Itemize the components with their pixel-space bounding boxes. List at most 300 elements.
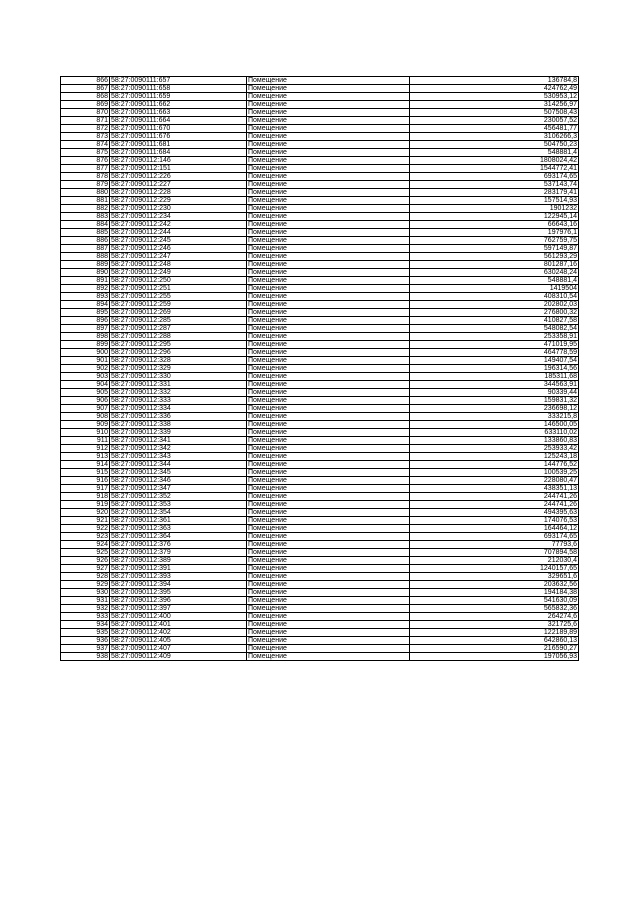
row-number-cell: 905 — [61, 389, 110, 397]
object-type-cell: Помещение — [247, 221, 410, 229]
row-number-cell: 872 — [61, 125, 110, 133]
object-type-cell: Помещение — [247, 557, 410, 565]
row-number-cell: 896 — [61, 317, 110, 325]
cadastral-number-cell: 58:27:0090111:663 — [110, 109, 247, 117]
cadastral-number-cell: 58:27:0090112:407 — [110, 645, 247, 653]
row-number-cell: 911 — [61, 437, 110, 445]
cadastral-number-cell: 58:27:0090112:342 — [110, 445, 247, 453]
cadastral-value-cell: 125243,18 — [410, 453, 579, 461]
cadastral-value-cell: 471019,95 — [410, 341, 579, 349]
cadastral-value-cell: 244741,26 — [410, 501, 579, 509]
object-type-cell: Помещение — [247, 245, 410, 253]
cadastral-number-cell: 58:27:0090112:285 — [110, 317, 247, 325]
cadastral-value-cell: 244741,26 — [410, 493, 579, 501]
object-type-cell: Помещение — [247, 149, 410, 157]
object-type-cell: Помещение — [247, 565, 410, 573]
cadastral-value-cell: 408310,54 — [410, 293, 579, 301]
object-type-cell: Помещение — [247, 205, 410, 213]
table-row — [61, 405, 579, 413]
row-number-cell: 892 — [61, 285, 110, 293]
row-number-cell: 928 — [61, 573, 110, 581]
object-type-cell: Помещение — [247, 653, 410, 661]
cadastral-number-cell: 58:27:0090112:228 — [110, 189, 247, 197]
row-number-cell: 878 — [61, 173, 110, 181]
cadastral-number-cell: 58:27:0090112:229 — [110, 197, 247, 205]
object-type-cell: Помещение — [247, 493, 410, 501]
cadastral-value-cell: 762759,75 — [410, 237, 579, 245]
table-row — [61, 581, 579, 589]
cadastral-number-cell: 58:27:0090112:394 — [110, 581, 247, 589]
object-type-cell: Помещение — [247, 621, 410, 629]
cadastral-number-cell: 58:27:0090112:288 — [110, 333, 247, 341]
cadastral-value-cell: 136784,8 — [410, 77, 579, 85]
row-number-cell: 925 — [61, 549, 110, 557]
cadastral-number-cell: 58:27:0090112:242 — [110, 221, 247, 229]
cadastral-number-cell: 58:27:0090112:353 — [110, 501, 247, 509]
cadastral-number-cell: 58:27:0090112:328 — [110, 357, 247, 365]
table-row — [61, 117, 579, 125]
table-row — [61, 477, 579, 485]
object-type-cell: Помещение — [247, 525, 410, 533]
cadastral-number-cell: 58:27:0090112:346 — [110, 477, 247, 485]
row-number-cell: 897 — [61, 325, 110, 333]
cadastral-number-cell: 58:27:0090112:391 — [110, 565, 247, 573]
table-row — [61, 229, 579, 237]
row-number-cell: 870 — [61, 109, 110, 117]
object-type-cell: Помещение — [247, 605, 410, 613]
table-row — [61, 237, 579, 245]
cadastral-value-cell: 66643,16 — [410, 221, 579, 229]
cadastral-value-cell: 149407,54 — [410, 357, 579, 365]
row-number-cell: 918 — [61, 493, 110, 501]
cadastral-number-cell: 58:27:0090111:670 — [110, 125, 247, 133]
cadastral-value-cell: 146500,05 — [410, 421, 579, 429]
object-type-cell: Помещение — [247, 453, 410, 461]
object-type-cell: Помещение — [247, 365, 410, 373]
table-row — [61, 533, 579, 541]
row-number-cell: 933 — [61, 613, 110, 621]
cadastral-number-cell: 58:27:0090112:230 — [110, 205, 247, 213]
cadastral-value-cell: 633110,02 — [410, 429, 579, 437]
cadastral-value-cell: 504750,23 — [410, 141, 579, 149]
cadastral-number-cell: 58:27:0090112:336 — [110, 413, 247, 421]
row-number-cell: 914 — [61, 461, 110, 469]
object-type-cell: Помещение — [247, 213, 410, 221]
cadastral-value-cell: 642860,13 — [410, 637, 579, 645]
cadastral-value-cell: 197976,1 — [410, 229, 579, 237]
cadastral-number-cell: 58:27:0090112:345 — [110, 469, 247, 477]
row-number-cell: 908 — [61, 413, 110, 421]
table-row — [61, 173, 579, 181]
object-type-cell: Помещение — [247, 269, 410, 277]
table-row — [61, 245, 579, 253]
object-type-cell: Помещение — [247, 349, 410, 357]
cadastral-value-cell: 548881,4 — [410, 149, 579, 157]
row-number-cell: 907 — [61, 405, 110, 413]
cadastral-value-cell: 276800,32 — [410, 309, 579, 317]
table-row — [61, 389, 579, 397]
row-number-cell: 915 — [61, 469, 110, 477]
object-type-cell: Помещение — [247, 645, 410, 653]
cadastral-number-cell: 58:27:0090112:379 — [110, 549, 247, 557]
row-number-cell: 931 — [61, 597, 110, 605]
cadastral-number-cell: 58:27:0090112:334 — [110, 405, 247, 413]
object-type-cell: Помещение — [247, 189, 410, 197]
cadastral-value-cell: 548881,4 — [410, 277, 579, 285]
property-table-body — [61, 77, 579, 661]
object-type-cell: Помещение — [247, 469, 410, 477]
cadastral-value-cell: 197056,93 — [410, 653, 579, 661]
row-number-cell: 866 — [61, 77, 110, 85]
object-type-cell: Помещение — [247, 261, 410, 269]
cadastral-value-cell: 693174,65 — [410, 533, 579, 541]
table-row — [61, 205, 579, 213]
cadastral-value-cell: 424762,49 — [410, 85, 579, 93]
cadastral-number-cell: 58:27:0090112:352 — [110, 493, 247, 501]
object-type-cell: Помещение — [247, 581, 410, 589]
cadastral-value-cell: 630248,24 — [410, 269, 579, 277]
object-type-cell: Помещение — [247, 101, 410, 109]
cadastral-number-cell: 58:27:0090112:255 — [110, 293, 247, 301]
row-number-cell: 906 — [61, 397, 110, 405]
table-row — [61, 149, 579, 157]
object-type-cell: Помещение — [247, 173, 410, 181]
table-row — [61, 221, 579, 229]
table-row — [61, 381, 579, 389]
cadastral-value-cell: 707894,58 — [410, 549, 579, 557]
cadastral-value-cell: 530953,12 — [410, 93, 579, 101]
table-row — [61, 413, 579, 421]
cadastral-number-cell: 58:27:0090112:244 — [110, 229, 247, 237]
cadastral-number-cell: 58:27:0090112:395 — [110, 589, 247, 597]
table-row — [61, 341, 579, 349]
row-number-cell: 922 — [61, 525, 110, 533]
cadastral-number-cell: 58:27:0090112:396 — [110, 597, 247, 605]
table-row — [61, 77, 579, 85]
row-number-cell: 937 — [61, 645, 110, 653]
row-number-cell: 886 — [61, 237, 110, 245]
cadastral-number-cell: 58:27:0090112:246 — [110, 245, 247, 253]
object-type-cell: Помещение — [247, 277, 410, 285]
object-type-cell: Помещение — [247, 181, 410, 189]
row-number-cell: 920 — [61, 509, 110, 517]
row-number-cell: 936 — [61, 637, 110, 645]
cadastral-number-cell: 58:27:0090111:664 — [110, 117, 247, 125]
cadastral-value-cell: 133860,83 — [410, 437, 579, 445]
row-number-cell: 913 — [61, 453, 110, 461]
cadastral-number-cell: 58:27:0090112:376 — [110, 541, 247, 549]
object-type-cell: Помещение — [247, 133, 410, 141]
cadastral-value-cell: 801287,16 — [410, 261, 579, 269]
cadastral-value-cell: 122945,14 — [410, 213, 579, 221]
cadastral-number-cell: 58:27:0090112:344 — [110, 461, 247, 469]
object-type-cell: Помещение — [247, 405, 410, 413]
row-number-cell: 888 — [61, 253, 110, 261]
cadastral-value-cell: 212030,4 — [410, 557, 579, 565]
cadastral-value-cell: 194184,38 — [410, 589, 579, 597]
table-row — [61, 157, 579, 165]
object-type-cell: Помещение — [247, 293, 410, 301]
cadastral-number-cell: 58:27:0090112:389 — [110, 557, 247, 565]
cadastral-number-cell: 58:27:0090112:393 — [110, 573, 247, 581]
table-row — [61, 573, 579, 581]
row-number-cell: 924 — [61, 541, 110, 549]
cadastral-value-cell: 157514,93 — [410, 197, 579, 205]
table-row — [61, 165, 579, 173]
table-row — [61, 557, 579, 565]
cadastral-number-cell: 58:27:0090112:341 — [110, 437, 247, 445]
row-number-cell: 898 — [61, 333, 110, 341]
cadastral-value-cell: 541630,09 — [410, 597, 579, 605]
cadastral-number-cell: 58:27:0090112:338 — [110, 421, 247, 429]
table-row — [61, 357, 579, 365]
row-number-cell: 895 — [61, 309, 110, 317]
object-type-cell: Помещение — [247, 429, 410, 437]
cadastral-number-cell: 58:27:0090112:361 — [110, 517, 247, 525]
cadastral-value-cell: 230057,52 — [410, 117, 579, 125]
table-row — [61, 197, 579, 205]
table-row — [61, 253, 579, 261]
row-number-cell: 876 — [61, 157, 110, 165]
object-type-cell: Помещение — [247, 461, 410, 469]
object-type-cell: Помещение — [247, 229, 410, 237]
table-row — [61, 517, 579, 525]
row-number-cell: 879 — [61, 181, 110, 189]
row-number-cell: 887 — [61, 245, 110, 253]
object-type-cell: Помещение — [247, 541, 410, 549]
cadastral-number-cell: 58:27:0090112:250 — [110, 277, 247, 285]
object-type-cell: Помещение — [247, 509, 410, 517]
row-number-cell: 877 — [61, 165, 110, 173]
cadastral-number-cell: 58:27:0090112:329 — [110, 365, 247, 373]
object-type-cell: Помещение — [247, 237, 410, 245]
table-row — [61, 301, 579, 309]
cadastral-value-cell: 693174,65 — [410, 173, 579, 181]
cadastral-number-cell: 58:27:0090112:245 — [110, 237, 247, 245]
cadastral-number-cell: 58:27:0090112:363 — [110, 525, 247, 533]
object-type-cell: Помещение — [247, 333, 410, 341]
object-type-cell: Помещение — [247, 629, 410, 637]
table-row — [61, 637, 579, 645]
table-row — [61, 589, 579, 597]
cadastral-number-cell: 58:27:0090112:248 — [110, 261, 247, 269]
row-number-cell: 885 — [61, 229, 110, 237]
row-number-cell: 884 — [61, 221, 110, 229]
cadastral-number-cell: 58:27:0090112:409 — [110, 653, 247, 661]
row-number-cell: 934 — [61, 621, 110, 629]
cadastral-number-cell: 58:27:0090112:364 — [110, 533, 247, 541]
cadastral-value-cell: 597149,87 — [410, 245, 579, 253]
table-row — [61, 333, 579, 341]
table-row — [61, 85, 579, 93]
table-row — [61, 493, 579, 501]
cadastral-value-cell: 456481,77 — [410, 125, 579, 133]
row-number-cell: 889 — [61, 261, 110, 269]
table-row — [61, 461, 579, 469]
table-row — [61, 141, 579, 149]
cadastral-number-cell: 58:27:0090112:397 — [110, 605, 247, 613]
object-type-cell: Помещение — [247, 285, 410, 293]
row-number-cell: 930 — [61, 589, 110, 597]
cadastral-value-cell: 203632,56 — [410, 581, 579, 589]
row-number-cell: 938 — [61, 653, 110, 661]
row-number-cell: 875 — [61, 149, 110, 157]
table-row — [61, 325, 579, 333]
table-row — [61, 453, 579, 461]
cadastral-number-cell: 58:27:0090112:330 — [110, 373, 247, 381]
table-row — [61, 565, 579, 573]
table-row — [61, 349, 579, 357]
cadastral-value-cell: 1808024,42 — [410, 157, 579, 165]
cadastral-value-cell: 174076,53 — [410, 517, 579, 525]
row-number-cell: 917 — [61, 485, 110, 493]
object-type-cell: Помещение — [247, 77, 410, 85]
row-number-cell: 868 — [61, 93, 110, 101]
cadastral-number-cell: 58:27:0090112:354 — [110, 509, 247, 517]
cadastral-value-cell: 77793,6 — [410, 541, 579, 549]
row-number-cell: 883 — [61, 213, 110, 221]
cadastral-number-cell: 58:27:0090112:333 — [110, 397, 247, 405]
cadastral-value-cell: 314256,97 — [410, 101, 579, 109]
table-row — [61, 365, 579, 373]
table-row — [61, 653, 579, 661]
cadastral-number-cell: 58:27:0090112:339 — [110, 429, 247, 437]
table-row — [61, 189, 579, 197]
object-type-cell: Помещение — [247, 421, 410, 429]
table-row — [61, 421, 579, 429]
table-row — [61, 213, 579, 221]
cadastral-value-cell: 344563,91 — [410, 381, 579, 389]
row-number-cell: 900 — [61, 349, 110, 357]
table-row — [61, 269, 579, 277]
cadastral-number-cell: 58:27:0090112:331 — [110, 381, 247, 389]
cadastral-value-cell: 283179,41 — [410, 189, 579, 197]
table-row — [61, 93, 579, 101]
cadastral-value-cell: 410827,58 — [410, 317, 579, 325]
object-type-cell: Помещение — [247, 309, 410, 317]
cadastral-value-cell: 253933,42 — [410, 445, 579, 453]
object-type-cell: Помещение — [247, 437, 410, 445]
object-type-cell: Помещение — [247, 85, 410, 93]
cadastral-number-cell: 58:27:0090112:401 — [110, 621, 247, 629]
cadastral-value-cell: 464778,59 — [410, 349, 579, 357]
cadastral-number-cell: 58:27:0090111:657 — [110, 77, 247, 85]
row-number-cell: 873 — [61, 133, 110, 141]
table-row — [61, 525, 579, 533]
row-number-cell: 904 — [61, 381, 110, 389]
cadastral-value-cell: 1544772,41 — [410, 165, 579, 173]
cadastral-number-cell: 58:27:0090112:332 — [110, 389, 247, 397]
row-number-cell: 902 — [61, 365, 110, 373]
table-row — [61, 309, 579, 317]
table-row — [61, 469, 579, 477]
table-row — [61, 485, 579, 493]
table-row — [61, 501, 579, 509]
row-number-cell: 932 — [61, 605, 110, 613]
object-type-cell: Помещение — [247, 589, 410, 597]
cadastral-value-cell: 561293,29 — [410, 253, 579, 261]
table-row — [61, 621, 579, 629]
cadastral-value-cell: 216590,27 — [410, 645, 579, 653]
cadastral-number-cell: 58:27:0090112:405 — [110, 637, 247, 645]
cadastral-number-cell: 58:27:0090112:234 — [110, 213, 247, 221]
cadastral-value-cell: 1901232 — [410, 205, 579, 213]
object-type-cell: Помещение — [247, 445, 410, 453]
cadastral-value-cell: 253358,91 — [410, 333, 579, 341]
cadastral-value-cell: 507508,43 — [410, 109, 579, 117]
row-number-cell: 891 — [61, 277, 110, 285]
row-number-cell: 874 — [61, 141, 110, 149]
object-type-cell: Помещение — [247, 381, 410, 389]
row-number-cell: 909 — [61, 421, 110, 429]
cadastral-number-cell: 58:27:0090112:259 — [110, 301, 247, 309]
table-row — [61, 613, 579, 621]
table-row — [61, 397, 579, 405]
row-number-cell: 935 — [61, 629, 110, 637]
row-number-cell: 893 — [61, 293, 110, 301]
row-number-cell: 871 — [61, 117, 110, 125]
row-number-cell: 894 — [61, 301, 110, 309]
cadastral-number-cell: 58:27:0090112:400 — [110, 613, 247, 621]
cadastral-number-cell: 58:27:0090112:269 — [110, 309, 247, 317]
row-number-cell: 923 — [61, 533, 110, 541]
cadastral-value-cell: 321725,6 — [410, 621, 579, 629]
table-row — [61, 133, 579, 141]
object-type-cell: Помещение — [247, 125, 410, 133]
table-row — [61, 181, 579, 189]
cadastral-value-cell: 196314,56 — [410, 365, 579, 373]
object-type-cell: Помещение — [247, 197, 410, 205]
row-number-cell: 929 — [61, 581, 110, 589]
object-type-cell: Помещение — [247, 157, 410, 165]
table-row — [61, 125, 579, 133]
cadastral-number-cell: 58:27:0090112:227 — [110, 181, 247, 189]
object-type-cell: Помещение — [247, 485, 410, 493]
table-row — [61, 549, 579, 557]
object-type-cell: Помещение — [247, 613, 410, 621]
table-row — [61, 285, 579, 293]
row-number-cell: 921 — [61, 517, 110, 525]
cadastral-value-cell: 264274,6 — [410, 613, 579, 621]
object-type-cell: Помещение — [247, 165, 410, 173]
cadastral-number-cell: 58:27:0090112:247 — [110, 253, 247, 261]
cadastral-value-cell: 565832,36 — [410, 605, 579, 613]
cadastral-value-cell: 438351,13 — [410, 485, 579, 493]
object-type-cell: Помещение — [247, 389, 410, 397]
object-type-cell: Помещение — [247, 117, 410, 125]
table-row — [61, 629, 579, 637]
table-row — [61, 437, 579, 445]
cadastral-number-cell: 58:27:0090112:295 — [110, 341, 247, 349]
object-type-cell: Помещение — [247, 357, 410, 365]
object-type-cell: Помещение — [247, 301, 410, 309]
row-number-cell: 927 — [61, 565, 110, 573]
row-number-cell: 867 — [61, 85, 110, 93]
object-type-cell: Помещение — [247, 325, 410, 333]
cadastral-value-cell: 3106266,3 — [410, 133, 579, 141]
cadastral-value-cell: 494395,63 — [410, 509, 579, 517]
row-number-cell: 882 — [61, 205, 110, 213]
row-number-cell: 899 — [61, 341, 110, 349]
cadastral-value-cell: 1419504 — [410, 285, 579, 293]
row-number-cell: 880 — [61, 189, 110, 197]
cadastral-value-cell: 185311,68 — [410, 373, 579, 381]
object-type-cell: Помещение — [247, 501, 410, 509]
object-type-cell: Помещение — [247, 533, 410, 541]
table-row — [61, 429, 579, 437]
object-type-cell: Помещение — [247, 413, 410, 421]
cadastral-value-cell: 329651,6 — [410, 573, 579, 581]
